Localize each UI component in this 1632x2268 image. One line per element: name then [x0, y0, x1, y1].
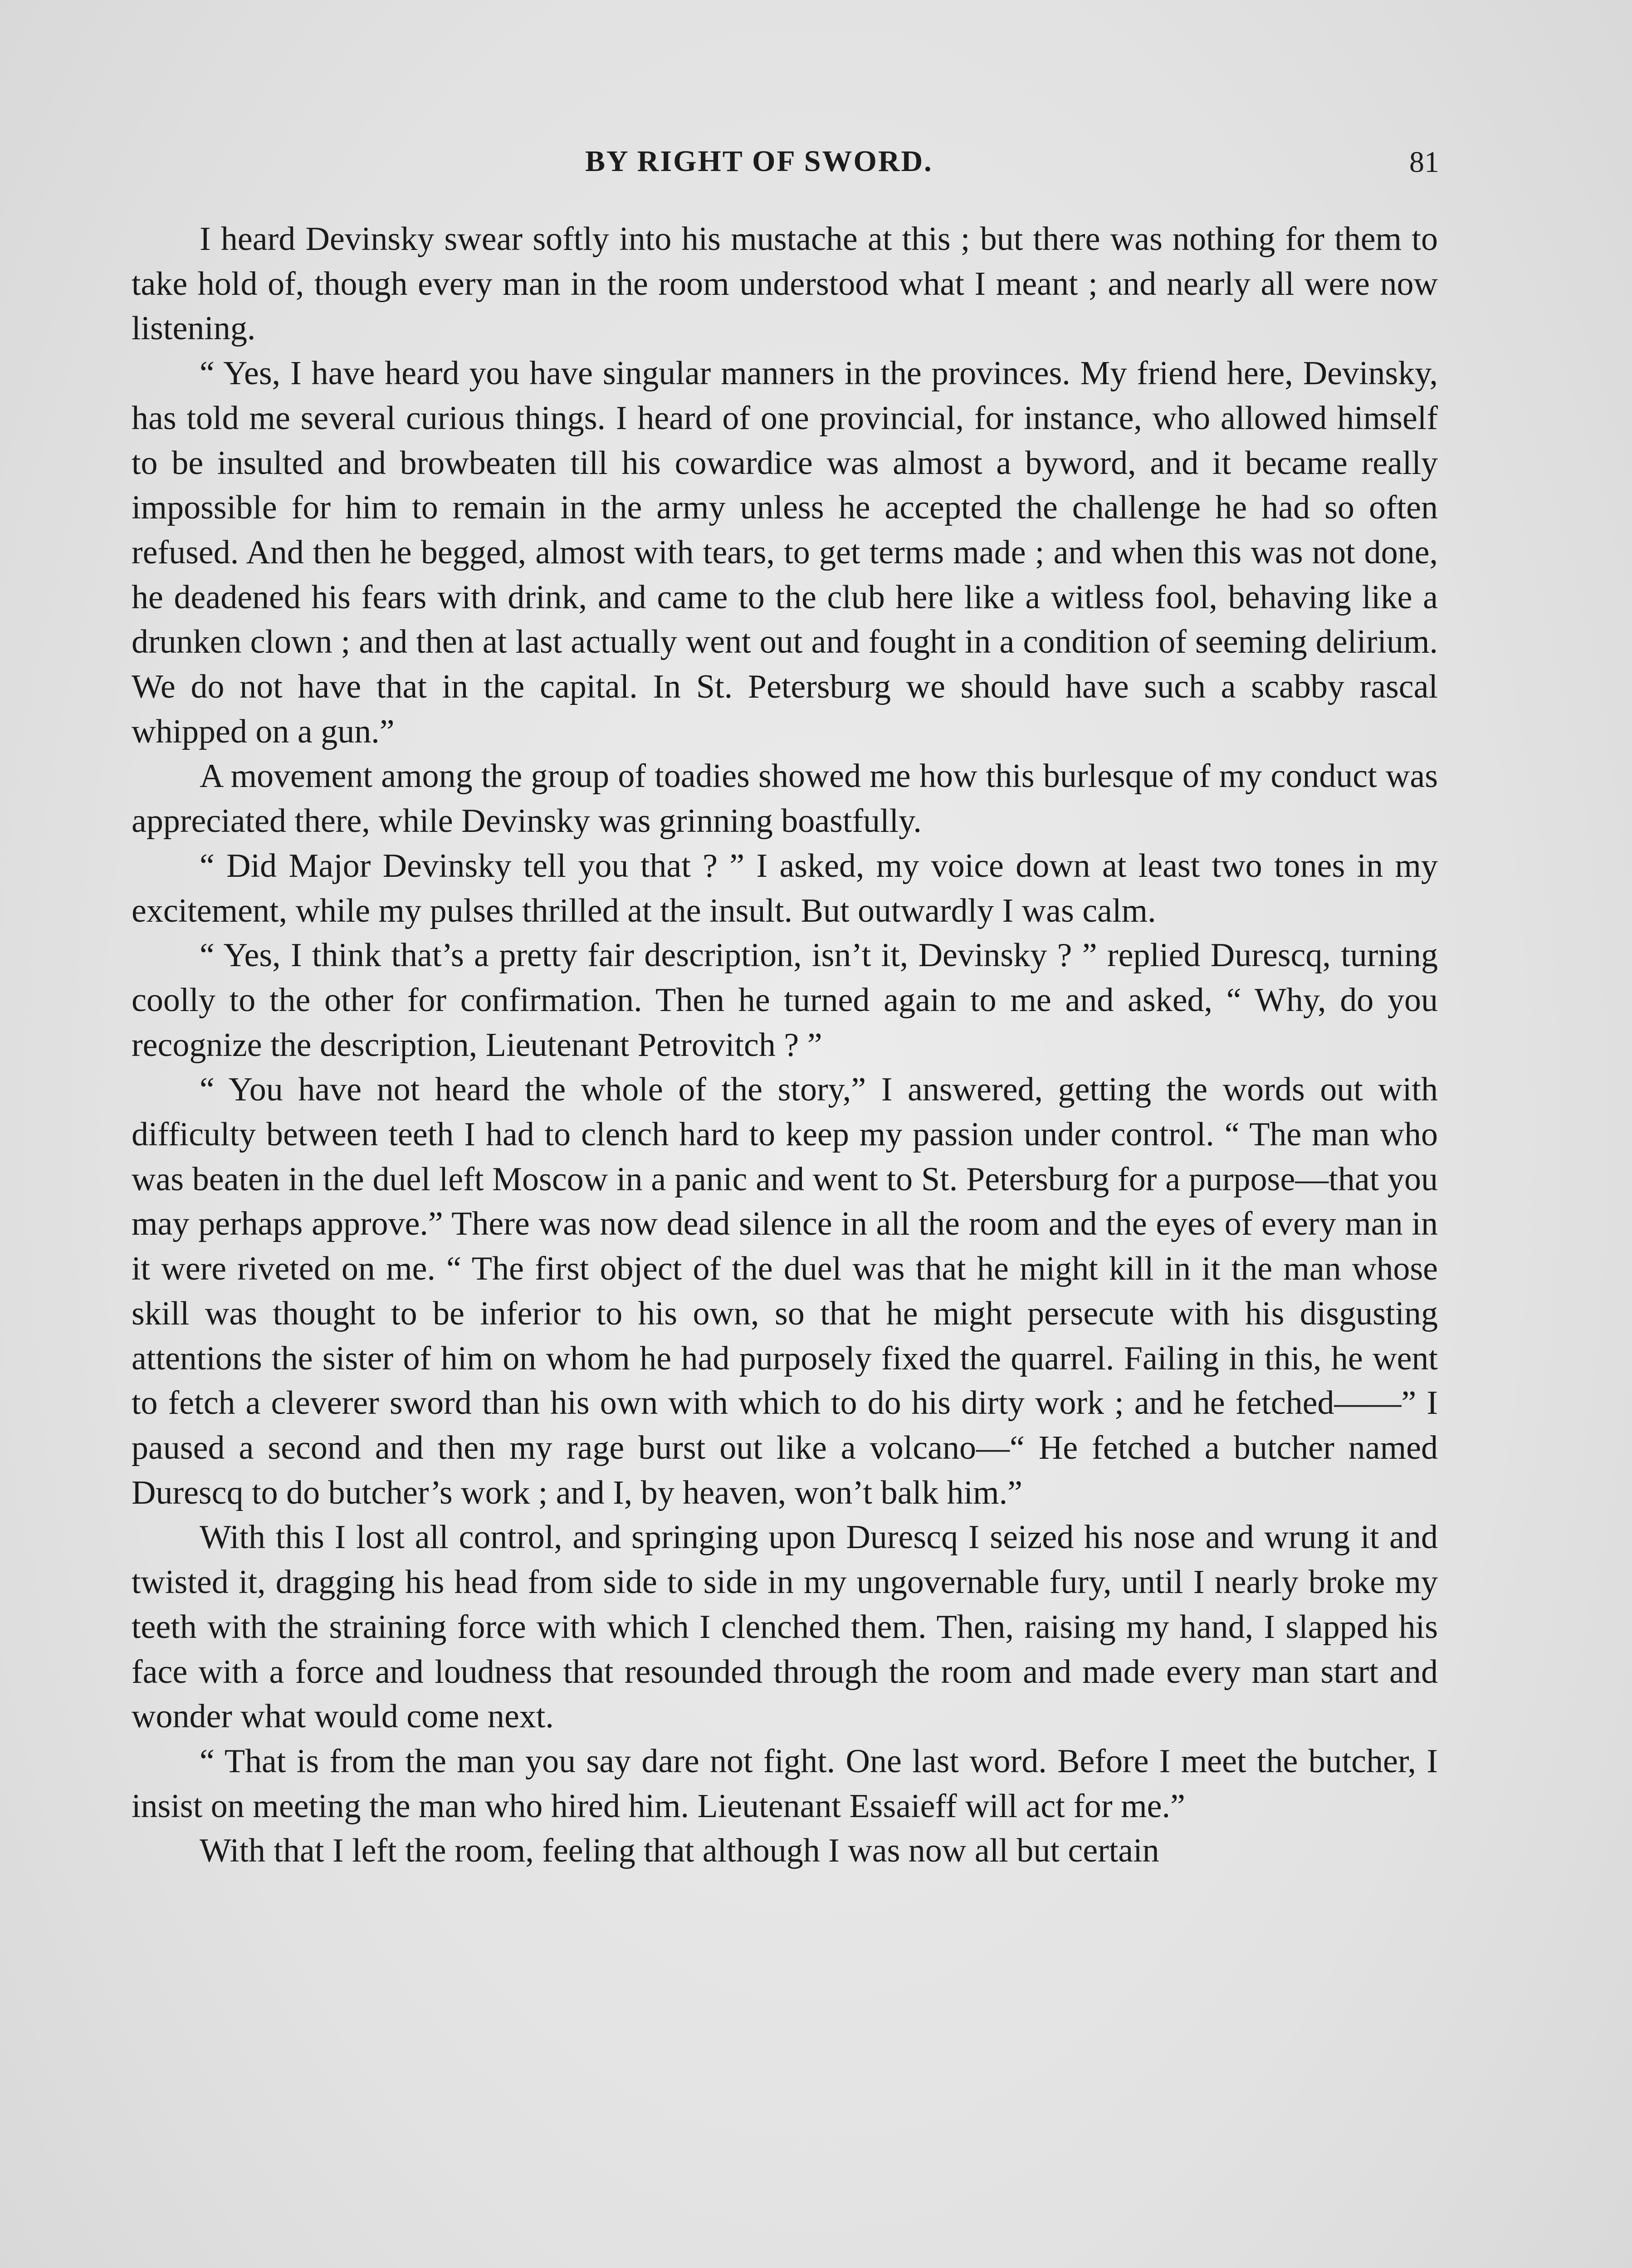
body-text [132, 217, 1438, 1873]
paragraph: “ Yes, I have heard you have singular manners in the provinces. My friend here, Devinsky, has told me several curious things. I heard of one provincial, for instance, who allowed himself to be insulted and browbeaten till his cowardice was almost a byword, and it became really impossible for him to remain in the army unless he accepted the challenge he had so often refused. And then he begged, almost with tears, to get terms made ; and when this was not done, he deadened his fears with drink, and came to the club here like a witless fool, behaving like a drunken clown ; and then at last actually went out and fought in a condition of seeming delirium. We do not have that in the capital. In St. Petersburg we should have such a scabby rascal whipped on a gun.” [132, 355, 1438, 750]
paragraph: With that I left the room, feeling that although I was now all but certain [200, 1832, 1159, 1870]
paragraph: I heard Devinsky swear softly into his mustache at this ; but there was nothing for them to take hold of, though every man in the room understood what I meant ; and nearly all were now listening. [132, 220, 1438, 347]
paragraph: “ Yes, I think that’s a pretty fair description, isn’t it, Devinsky ? ” replied Durescq, turning coolly to the other for confirmation. Then he turned again to me and asked, “ Why, do you recognize the description, Lieutenant Petrovitch ? ” [132, 937, 1438, 1064]
paragraph: “ You have not heard the whole of the story,” I answered, getting the words out with difficulty between teeth I had to clench hard to keep my passion under control. “ The man who was beaten in the duel left Moscow in a panic and went to St. Petersburg for a purpose—that you may perhaps approve.” There was now dead silence in all the room and the eyes of every man in it were riveted on me. “ The first object of the duel was that he might kill in it the man whose skill was thought to be inferior to his own, so that he might persecute with his disgusting attentions the sister of him on whom he had purposely fixed the quarrel. Failing in this, he went to fetch a cleverer sword than his own with which to do his dirty work ; and he fetched——” I paused a second and then my rage burst out like a volcano—“ He fetched a butcher named Durescq to do butcher’s work ; and I, by heaven, won’t balk him.” [132, 1071, 1438, 1511]
paragraph: “ That is from the man you say dare not fight. One last word. Before I meet the butcher, I insist on meeting the man who hired him. Lieutenant Essaieff will act for me.” [132, 1742, 1438, 1825]
page-number: 81 [1409, 146, 1439, 179]
paragraph: A movement among the group of toadies showed me how this burlesque of my conduct was appreciated there, while Devinsky was grinning boastfully. [132, 758, 1438, 840]
paragraph: With this I lost all control, and springing upon Durescq I seized his nose and wrung it and twisted it, dragging his head from side to side in my ungovernable fury, until I nearly broke my teeth with the straining force with which I clenched them. Then, raising my hand, I slapped his face with a force and loudness that resounded through the room and made every man start and wonder what would come next. [132, 1519, 1438, 1735]
paragraph: “ Did Major Devinsky tell you that ? ” I asked, my voice down at least two tones in my excitement, while my pulses thrilled at the insult. But outwardly I was calm. [132, 847, 1438, 929]
running-title: BY RIGHT OF SWORD. [585, 145, 933, 178]
